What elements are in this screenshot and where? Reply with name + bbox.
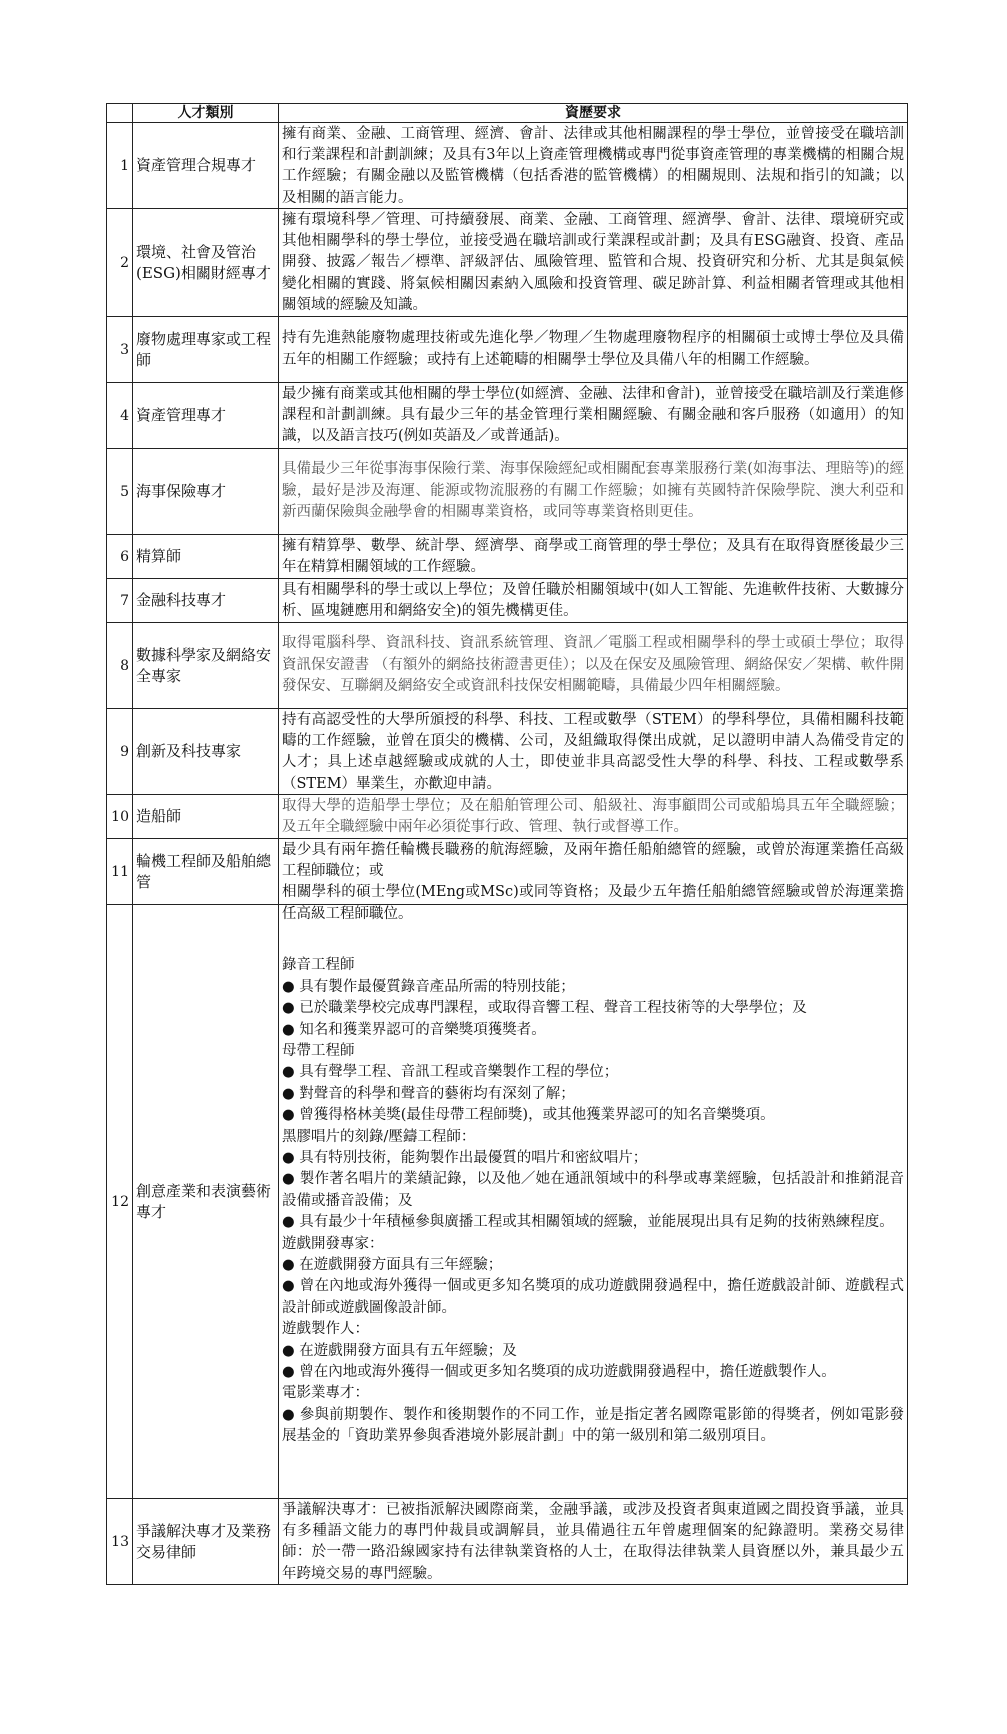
- qualification-requirements: [279, 317, 908, 383]
- qualification-requirements: [279, 535, 908, 579]
- talent-category: 數據科學家及網絡安全專家: [133, 623, 279, 709]
- row-number: 2: [107, 209, 133, 317]
- requirement-line: 相關學科的碩士學位(MEng或MSc)或同等資格；及最少五年擔任船舶總管經驗或曾於海運業擔任高級工程師職位。: [282, 884, 904, 922]
- qualification-requirements: [279, 839, 908, 922]
- requirements-text: [282, 1500, 904, 1584]
- table-row: [107, 123, 908, 209]
- talent-category: 造船師: [133, 795, 279, 839]
- row-number: 12: [107, 905, 133, 1499]
- requirement-line: ● 曾在內地或海外獲得一個或更多知名獎項的成功遊戲開發過程中，擔任遊戲設計師、遊戲程式設計師或遊戲圖像設計師。: [282, 1278, 904, 1316]
- talent-category: 環境、社會及管治(ESG)相關財經專才: [133, 209, 279, 317]
- row-number: 9: [107, 709, 133, 795]
- header-qualification-requirements: 資歷要求: [279, 104, 908, 123]
- requirement-line: ● 具有聲學工程、音訊工程或音樂製作工程的學位；: [282, 1064, 619, 1081]
- requirement-line: 具有相關學科的學士或以上學位；及曾任職於相關領域中(如人工智能、先進軟件技術、大數據分析、區塊鏈應用和網絡安全)的領先機構更佳。: [282, 581, 904, 619]
- requirements-text: [282, 459, 904, 523]
- requirements-text: [282, 633, 904, 697]
- requirement-line: 擁有商業、金融、工商管理、經濟、會計、法律或其他相關課程的學士學位，並曾接受在職培訓和行業課程和計劃訓練；及具有3年以上資產管理機構或專門從事資產管理的專業機構的相關合規工作經驗；有關金融以及監管機構（包括香港的監管機構）的相關規則、法規和指引的知識；以及相關的語言能力。: [282, 125, 904, 206]
- requirement-line: 最少具有兩年擔任輪機長職務的航海經驗，及兩年擔任船舶總管的經驗，或曾於海運業擔任高級工程師職位；或: [282, 841, 904, 879]
- row-number: 13: [107, 1499, 133, 1585]
- requirement-line: 爭議解決專才：已被指派解決國際商業，金融爭議，或涉及投資者與東道國之間投資爭議，並具有多種語文能力的專門仲裁員或調解員，並具備過往五年曾處理個案的紀錄證明。業務交易律師：於一帶一路沿線國家持有法律執業資格的人士，在取得法律執業人員資歷以外，兼具最少五年跨境交易的專門經驗。: [282, 1501, 904, 1582]
- table-row: [107, 449, 908, 535]
- requirement-line: 電影業專才：: [282, 1385, 369, 1402]
- talent-category: 創意產業和表演藝術專才: [133, 905, 279, 1499]
- table-body: [107, 123, 908, 1585]
- row-number: 10: [107, 795, 133, 839]
- table-row: [107, 839, 908, 905]
- talent-category: 資產管理合規專才: [133, 123, 279, 209]
- qualification-requirements: [279, 383, 908, 449]
- header-talent-category: 人才類別: [133, 104, 279, 123]
- qualification-requirements: [279, 795, 908, 839]
- requirement-line: 取得大學的造船學士學位；及在船舶管理公司、船級社、海事顧問公司或船塢具五年全職經驗；及五年全職經驗中兩年必須從事行政、管理、執行或督導工作。: [282, 797, 904, 835]
- requirements-text: [282, 955, 904, 1447]
- table-row: [107, 1499, 908, 1585]
- table-row: [107, 905, 908, 1499]
- requirement-line: 母帶工程師: [282, 1042, 355, 1059]
- qualification-requirements: [279, 123, 908, 209]
- requirements-text: [282, 210, 904, 316]
- talent-category: 輪機工程師及船舶總管: [133, 839, 279, 905]
- requirement-line: 持有高認受性的大學所頒授的科學、科技、工程或數學（STEM）的學科學位，具備相關科技範疇的工作經驗，並曾在頂尖的機構、公司，及組織取得傑出成就，足以證明申請人為備受肯定的人才；具上述卓越經驗或成就的人士，即使並非具高認受性大學的科學、科技、工程或數學系（STEM）畢業生，亦歡迎申請。: [282, 711, 904, 792]
- row-number: 7: [107, 579, 133, 623]
- row-number: 6: [107, 535, 133, 579]
- requirement-line: ● 參與前期製作、製作和後期製作的不同工作，並是指定著名國際電影節的得獎者，例如電影發展基金的「資助業界參與香港境外影展計劃」中的第一級別和第二級別項目。: [282, 1406, 904, 1445]
- qualification-requirements: [279, 1499, 908, 1585]
- requirement-line: 取得電腦科學、資訊科技、資訊系統管理、資訊／電腦工程或相關學科的學士或碩士學位；取得資訊保安證書 （有額外的網絡技術證書更佳）；以及在保安及風險管理、網絡保安／架構、軟件開發保安、互聯網及網絡安全或資訊科技保安相關範疇，具備最少四年相關經驗。: [282, 635, 904, 695]
- requirement-line: 最少擁有商業或其他相關的學士學位(如經濟、金融、法律和會計)，並曾接受在職培訓及行業進修課程和計劃訓練。具有最少三年的基金管理行業相關經驗、有關金融和客戶服務（如適用）的知識，以及語言技巧(例如英語及／或普通話)。: [282, 385, 904, 445]
- requirements-text: [282, 384, 904, 448]
- row-number: 8: [107, 623, 133, 709]
- requirement-line: ● 在遊戲開發方面具有五年經驗；及: [282, 1342, 517, 1359]
- row-number: 5: [107, 449, 133, 535]
- requirements-text: [282, 710, 904, 794]
- requirement-line: 擁有精算學、數學、統計學、經濟學、商學或工商管理的學士學位；及具有在取得資歷後最少三年在精算相關領域的工作經驗。: [282, 537, 904, 575]
- talent-category: 精算師: [133, 535, 279, 579]
- requirement-line: 遊戲開發專家：: [282, 1235, 384, 1252]
- table-header-row: [107, 104, 908, 123]
- requirement-line: ● 具有最少十年積極參與廣播工程或其相關領域的經驗，並能展現出具有足夠的技術熟練程度。: [282, 1214, 894, 1231]
- qualification-requirements: [279, 579, 908, 623]
- table-row: [107, 535, 908, 579]
- requirement-line: 錄音工程師: [282, 957, 355, 974]
- table-row: [107, 623, 908, 709]
- requirement-line: ● 對聲音的科學和聲音的藝術均有深刻了解；: [282, 1085, 575, 1102]
- requirement-line: 遊戲製作人：: [282, 1321, 369, 1338]
- requirement-line: ● 曾在內地或海外獲得一個或更多知名獎項的成功遊戲開發過程中，擔任遊戲製作人。: [282, 1364, 836, 1381]
- qualification-requirements: [279, 623, 908, 709]
- requirements-text: [282, 580, 904, 622]
- table-row: [107, 383, 908, 449]
- row-number: 1: [107, 123, 133, 209]
- header-index: [107, 104, 133, 123]
- requirement-line: ● 具有特別技術，能夠製作出最優質的唱片和密紋唱片；: [282, 1149, 648, 1166]
- talent-requirements-table: [106, 103, 908, 1585]
- requirement-line: ● 已於職業學校完成專門課程，或取得音響工程、聲音工程技術等的大學學位；及: [282, 1000, 807, 1017]
- requirement-line: 黑膠唱片的刻錄/壓鑄工程師：: [282, 1128, 476, 1145]
- requirements-text: [282, 796, 904, 838]
- requirement-line: ● 知名和獲業界認可的音樂獎項獲獎者。: [282, 1021, 546, 1038]
- table-row: [107, 317, 908, 383]
- talent-category: 海事保險專才: [133, 449, 279, 535]
- requirements-text: [282, 328, 904, 371]
- qualification-requirements: [279, 905, 908, 1499]
- qualification-requirements: [279, 449, 908, 535]
- talent-category: 創新及科技專家: [133, 709, 279, 795]
- table-row: [107, 209, 908, 317]
- qualification-requirements: [279, 709, 908, 795]
- requirement-line: 持有先進熱能廢物處理技術或先進化學／物理／生物處理廢物程序的相關碩士或博士學位及具備五年的相關工作經驗；或持有上述範疇的相關學士學位及具備八年的相關工作經驗。: [282, 330, 904, 368]
- requirement-line: 具備最少三年從事海事保險行業、海事保險經紀或相關配套專業服務行業(如海事法、理賠等)的經驗，最好是涉及海運、能源或物流服務的有關工作經驗；如擁有英國特許保險學院、澳大利亞和新西蘭保險與金融學會的相關專業資格，或同等專業資格則更佳。: [282, 461, 904, 521]
- table-row: [107, 579, 908, 623]
- requirement-line: ● 曾獲得格林美獎(最佳母帶工程師獎)，或其他獲業界認可的知名音樂獎項。: [282, 1107, 775, 1124]
- requirement-line: ● 製作著名唱片的業績記錄，以及他／她在通訊領域中的科學或專業經驗，包括設計和推銷混音設備或播音設備；及: [282, 1171, 904, 1209]
- requirements-text: [282, 536, 904, 578]
- row-number: 11: [107, 839, 133, 905]
- qualification-requirements: [279, 209, 908, 317]
- row-number: 3: [107, 317, 133, 383]
- requirements-text: [282, 840, 904, 922]
- talent-category: 金融科技專才: [133, 579, 279, 623]
- table-row: [107, 709, 908, 795]
- table-row: [107, 795, 908, 839]
- requirement-line: ● 具有製作最優質錄音產品所需的特別技能；: [282, 978, 575, 995]
- talent-category: 資產管理專才: [133, 383, 279, 449]
- row-number: 4: [107, 383, 133, 449]
- talent-category: 廢物處理專家或工程師: [133, 317, 279, 383]
- talent-category: 爭議解決專才及業務交易律師: [133, 1499, 279, 1585]
- requirement-line: ● 在遊戲開發方面具有三年經驗；: [282, 1257, 503, 1274]
- requirements-text: [282, 124, 904, 208]
- requirement-line: 擁有環境科學／管理、可持續發展、商業、金融、工商管理、經濟學、會計、法律、環境研究或其他相關學科的學士學位，並接受過在職培訓或行業課程或計劃；及具有ESG融資、投資、產品開發、披露／報告／標準、評級評估、風險管理、監管和合規、投資研究和分析、尤其是與氣候變化相關的實踐、將氣候相關因素納入風險和投資管理、碳足跡計算、利益相關者管理或其他相關領域的經驗及知識。: [282, 211, 904, 314]
